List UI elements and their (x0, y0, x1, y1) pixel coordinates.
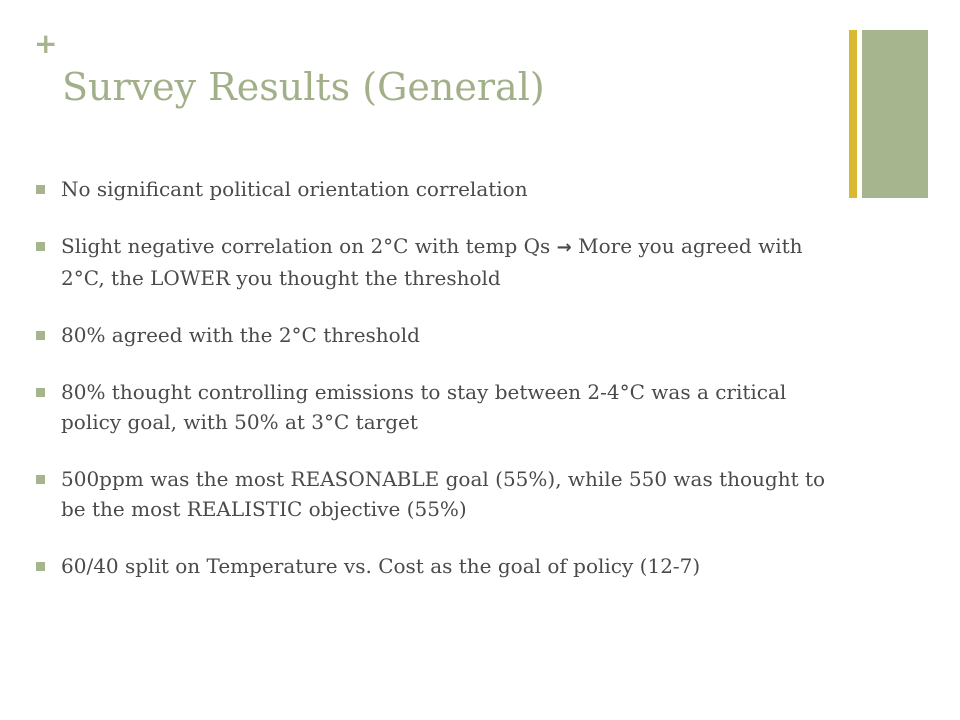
accent-block-green (862, 30, 928, 198)
plus-icon: + (34, 27, 58, 60)
right-arrow-icon: → (556, 237, 572, 258)
bullet-item (36, 174, 836, 204)
square-bullet-icon (36, 388, 45, 397)
bullet-item (36, 551, 836, 581)
square-bullet-icon (36, 475, 45, 484)
bullet-text: 80% thought controlling emissions to stay between 2-4°C was a critical policy goal, with 50% at 3°C target (61, 380, 787, 434)
bullet-item (36, 464, 836, 524)
bullet-item (36, 320, 836, 350)
bullet-list (36, 174, 836, 608)
bullet-text (61, 231, 836, 293)
bullet-text: 60/40 split on Temperature vs. Cost as the goal of policy (12-7) (61, 554, 701, 578)
bullet-text-part: More you agreed with 2°C, the LOWER you thought the threshold (61, 234, 803, 290)
bullet-item (36, 377, 836, 437)
bullet-text: 500ppm was the most REASONABLE goal (55%), while 550 was thought to be the most REALISTIC objective (55%) (61, 467, 826, 521)
square-bullet-icon (36, 562, 45, 571)
bullet-text: 80% agreed with the 2°C threshold (61, 323, 420, 347)
square-bullet-icon (36, 185, 45, 194)
bullet-item (36, 231, 836, 293)
bullet-text: No significant political orientation correlation (61, 177, 528, 201)
bullet-text-part: Slight negative correlation on 2°C with temp Qs (61, 234, 557, 258)
slide-title: Survey Results (General) (62, 65, 545, 109)
accent-bar-gold (849, 30, 857, 198)
square-bullet-icon (36, 242, 45, 251)
square-bullet-icon (36, 331, 45, 340)
